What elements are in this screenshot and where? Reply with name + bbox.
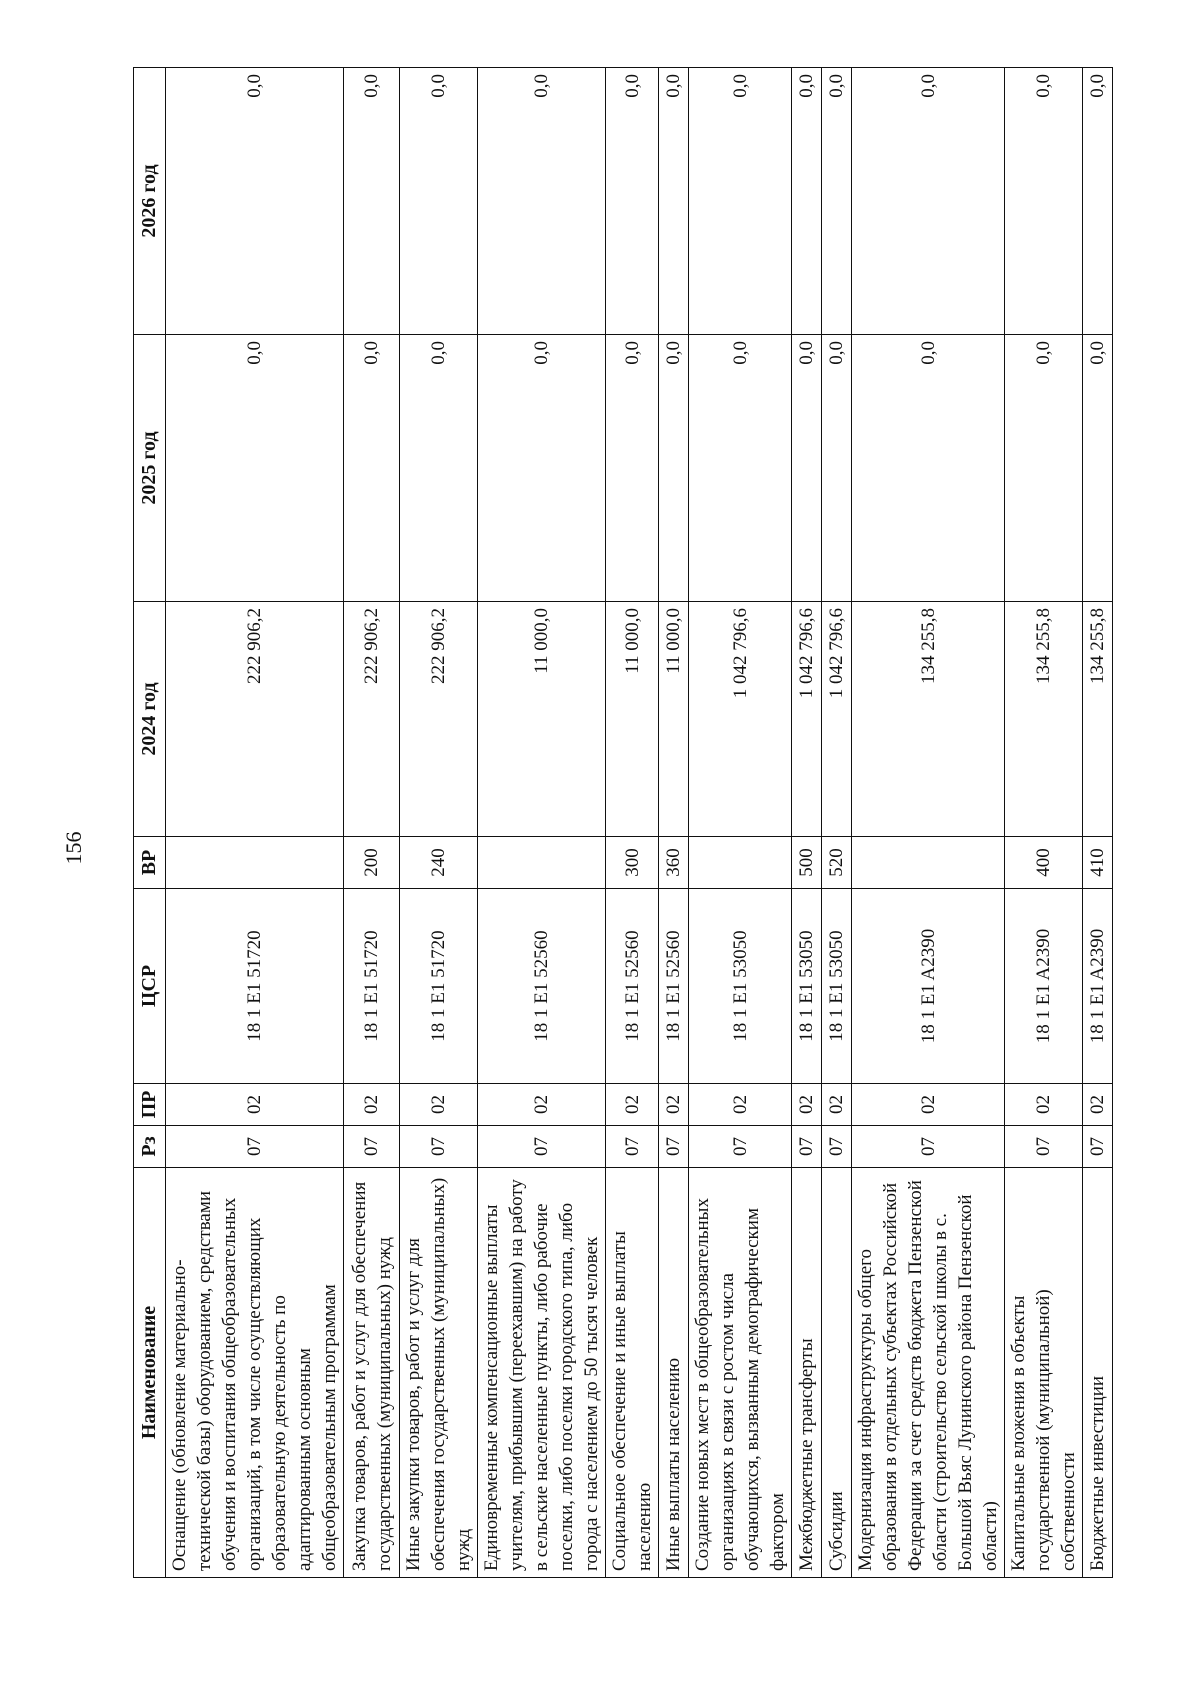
header-2025: 2025 год (134, 335, 166, 602)
row-pr: 02 (659, 1084, 689, 1126)
table-row (822, 68, 852, 1578)
header-name: Наименование (134, 1168, 166, 1578)
row-rz: 07 (1083, 1126, 1113, 1168)
table-row (689, 68, 792, 1578)
table-header-row (134, 68, 166, 1578)
page-number: 156 (61, 831, 86, 865)
row-csr: 18 1 E1 53050 (689, 889, 792, 1084)
row-2025: 0,0 (659, 335, 689, 602)
row-name: Закупка товаров, работ и услуг для обеспечения государственных (муниципальных) нужд (344, 1168, 400, 1578)
row-2025: 0,0 (478, 335, 606, 602)
row-rz: 07 (478, 1126, 606, 1168)
row-pr: 02 (689, 1084, 792, 1126)
table-row (852, 68, 1005, 1578)
row-pr: 02 (1083, 1084, 1113, 1126)
row-csr: 18 1 E1 53050 (792, 889, 822, 1084)
row-name: Социальное обеспечение и иные выплаты населению (606, 1168, 659, 1578)
row-vr: 400 (1005, 837, 1083, 889)
row-csr: 18 1 E1 A2390 (1083, 889, 1113, 1084)
row-vr (852, 837, 1005, 889)
row-2024: 11 000,0 (659, 602, 689, 837)
table-row (659, 68, 689, 1578)
row-2024: 134 255,8 (1005, 602, 1083, 837)
row-pr: 02 (344, 1084, 400, 1126)
row-2025: 0,0 (1005, 335, 1083, 602)
row-csr: 18 1 E1 A2390 (1005, 889, 1083, 1084)
header-csr: ЦСР (134, 889, 166, 1084)
table-row (344, 68, 400, 1578)
row-pr: 02 (400, 1084, 478, 1126)
row-2024: 222 906,2 (400, 602, 478, 837)
row-2026: 0,0 (822, 68, 852, 335)
row-rz: 07 (400, 1126, 478, 1168)
row-2025: 0,0 (400, 335, 478, 602)
row-pr: 02 (822, 1084, 852, 1126)
row-vr (166, 837, 344, 889)
row-rz: 07 (344, 1126, 400, 1168)
row-2024: 1 042 796,6 (822, 602, 852, 837)
table-row (1005, 68, 1083, 1578)
row-2024: 1 042 796,6 (689, 602, 792, 837)
row-2026: 0,0 (1005, 68, 1083, 335)
row-2025: 0,0 (606, 335, 659, 602)
row-2026: 0,0 (400, 68, 478, 335)
row-2024: 11 000,0 (606, 602, 659, 837)
table-row (166, 68, 344, 1578)
row-2026: 0,0 (1083, 68, 1113, 335)
row-csr: 18 1 E1 52560 (659, 889, 689, 1084)
row-csr: 18 1 E1 52560 (606, 889, 659, 1084)
row-2025: 0,0 (852, 335, 1005, 602)
row-2026: 0,0 (659, 68, 689, 335)
row-2024: 134 255,8 (852, 602, 1005, 837)
row-vr: 410 (1083, 837, 1113, 889)
row-rz: 07 (852, 1126, 1005, 1168)
row-2025: 0,0 (1083, 335, 1113, 602)
row-csr: 18 1 E1 51720 (344, 889, 400, 1084)
row-csr: 18 1 E1 51720 (166, 889, 344, 1084)
row-2025: 0,0 (166, 335, 344, 602)
row-vr: 300 (606, 837, 659, 889)
row-csr: 18 1 E1 52560 (478, 889, 606, 1084)
row-vr: 500 (792, 837, 822, 889)
row-2026: 0,0 (606, 68, 659, 335)
table-row (606, 68, 659, 1578)
row-name: Единовременные компенсационные выплаты учителям, прибывшим (переехавшим) на работу в сельские населенные пункты, либо рабочие поселки, либо поселки городского типа, либо города с населением до 50 тысяч человек (478, 1168, 606, 1578)
row-2025: 0,0 (689, 335, 792, 602)
row-rz: 07 (1005, 1126, 1083, 1168)
row-pr: 02 (852, 1084, 1005, 1126)
row-2024: 222 906,2 (344, 602, 400, 837)
row-csr: 18 1 E1 53050 (822, 889, 852, 1084)
row-rz: 07 (822, 1126, 852, 1168)
row-2024: 222 906,2 (166, 602, 344, 837)
row-name: Иные выплаты населению (659, 1168, 689, 1578)
row-2024: 1 042 796,6 (792, 602, 822, 837)
budget-table (133, 67, 1113, 1578)
row-rz: 07 (606, 1126, 659, 1168)
row-2026: 0,0 (478, 68, 606, 335)
row-2024: 11 000,0 (478, 602, 606, 837)
row-rz: 07 (166, 1126, 344, 1168)
row-2026: 0,0 (792, 68, 822, 335)
row-name: Капитальные вложения в объекты государственной (муниципальной) собственности (1005, 1168, 1083, 1578)
table-row (1083, 68, 1113, 1578)
row-name: Субсидии (822, 1168, 852, 1578)
row-pr: 02 (478, 1084, 606, 1126)
header-2026: 2026 год (134, 68, 166, 335)
row-vr (478, 837, 606, 889)
row-rz: 07 (659, 1126, 689, 1168)
row-vr: 240 (400, 837, 478, 889)
row-name: Оснащение (обновление материально-технической базы) оборудованием, средствами обучения и воспитания общеобразовательных организаций, в том числе осуществляющих образовательную деятельность по адаптированным основным общеобразовательным программам (166, 1168, 344, 1578)
row-vr: 200 (344, 837, 400, 889)
row-2025: 0,0 (344, 335, 400, 602)
row-pr: 02 (1005, 1084, 1083, 1126)
row-csr: 18 1 E1 51720 (400, 889, 478, 1084)
row-vr: 520 (822, 837, 852, 889)
table-row (400, 68, 478, 1578)
table-row (792, 68, 822, 1578)
row-2026: 0,0 (852, 68, 1005, 335)
header-vr: ВР (134, 837, 166, 889)
row-name: Иные закупки товаров, работ и услуг для обеспечения государственных (муниципальных) нужд (400, 1168, 478, 1578)
row-pr: 02 (166, 1084, 344, 1126)
row-name: Модернизация инфраструктуры общего образования в отдельных субъектах Российской Федерации за счет средств бюджета Пензенской области (строительство сельской школы в с. Большой Вьяс Лунинского района Пензенской области) (852, 1168, 1005, 1578)
row-name: Межбюджетные трансферты (792, 1168, 822, 1578)
header-pr: ПР (134, 1084, 166, 1126)
row-rz: 07 (689, 1126, 792, 1168)
row-rz: 07 (792, 1126, 822, 1168)
header-rz: Рз (134, 1126, 166, 1168)
row-csr: 18 1 E1 A2390 (852, 889, 1005, 1084)
row-pr: 02 (606, 1084, 659, 1126)
row-2026: 0,0 (166, 68, 344, 335)
row-name: Создание новых мест в общеобразовательных организациях в связи с ростом числа обучающихся, вызванным демографическим фактором (689, 1168, 792, 1578)
row-pr: 02 (792, 1084, 822, 1126)
row-vr: 360 (659, 837, 689, 889)
row-2025: 0,0 (822, 335, 852, 602)
row-2026: 0,0 (344, 68, 400, 335)
rotated-page-content (133, 68, 1108, 1578)
row-vr (689, 837, 792, 889)
row-2024: 134 255,8 (1083, 602, 1113, 837)
row-name: Бюджетные инвестиции (1083, 1168, 1113, 1578)
table-row (478, 68, 606, 1578)
row-2025: 0,0 (792, 335, 822, 602)
header-2024: 2024 год (134, 602, 166, 837)
row-2026: 0,0 (689, 68, 792, 335)
